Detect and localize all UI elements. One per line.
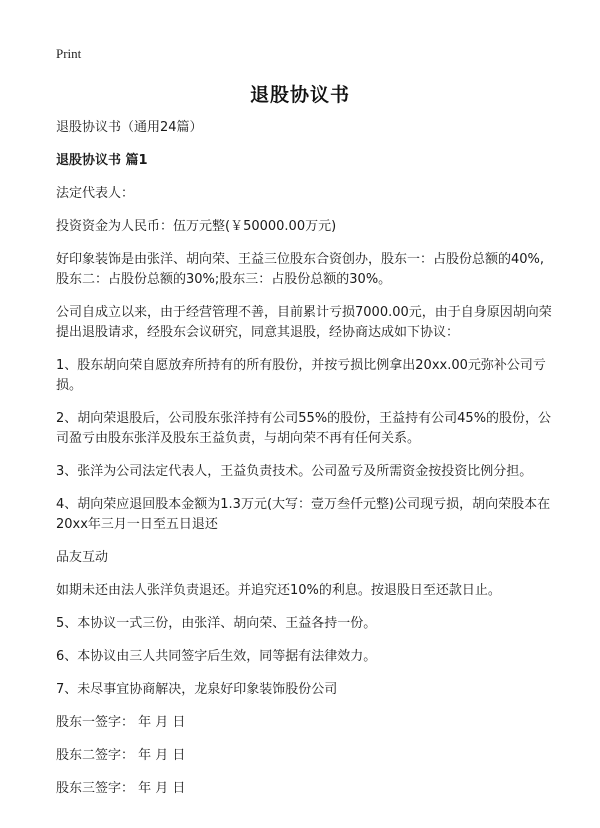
signature-line-shareholder-2: 股东二签字： 年 月 日 — [56, 748, 186, 763]
clause-7: 7、未尽事宜协商解决，龙泉好印象装饰股份公司 — [56, 682, 338, 697]
background-paragraph: 公司自成立以来，由于经营管理不善，目前累计亏损7000.00元，由于自身原因胡向荣提出退股请求，经股东会议研究，同意其退股，经协商达成如下协议： — [56, 305, 552, 340]
print-link[interactable]: Print — [56, 46, 82, 61]
legal-representative-line: 法定代表人： — [56, 186, 135, 201]
repayment-paragraph: 如期未还由法人张洋负责退还。并追究还10%的利息。按退股日至还款日止。 — [56, 583, 501, 598]
clause-3: 3、张洋为公司法定代表人，王益负责技术。公司盈亏及所需资金按投资比例分担。 — [56, 464, 533, 479]
document-body — [56, 118, 556, 812]
signature-line-shareholder-1: 股东一签字： 年 月 日 — [56, 715, 186, 730]
signature-line-shareholder-3: 股东三签字： 年 月 日 — [56, 781, 186, 796]
clause-6: 6、本协议由三人共同签字后生效，同等据有法律效力。 — [56, 649, 377, 664]
shareholders-paragraph: 好印象装饰是由张洋、胡向荣、王益三位股东合资创办，股东一：占股份总额的40%,股东二：占股份总额的30%;股东三：占股份总额的30%。 — [56, 252, 545, 287]
document-subtitle: 退股协议书（通用24篇） — [56, 120, 203, 135]
clause-1: 1、股东胡向荣自愿放弃所持有的所有股份，并按亏损比例拿出20xx.00元弥补公司亏损。 — [56, 358, 546, 393]
clause-4: 4、胡向荣应退回股本金额为1.3万元(大写：壹万叁仟元整)公司现亏损，胡向荣股本在20xx年三月一日至五日退还 — [56, 497, 551, 532]
clause-5: 5、本协议一式三份，由张洋、胡向荣、王益各持一份。 — [56, 616, 377, 631]
document-title: 退股协议书 — [249, 84, 350, 106]
section-heading: 退股协议书 篇1 — [56, 153, 148, 168]
investment-amount-paragraph: 投资资金为人民币：伍万元整(￥50000.00万元) — [56, 219, 337, 234]
inline-text: 品友互动 — [56, 550, 109, 565]
clause-2: 2、胡向荣退股后，公司股东张洋持有公司55%的股份，王益持有公司45%的股份，公司盈亏由股东张洋及股东王益负责，与胡向荣不再有任何关系。 — [56, 411, 552, 446]
